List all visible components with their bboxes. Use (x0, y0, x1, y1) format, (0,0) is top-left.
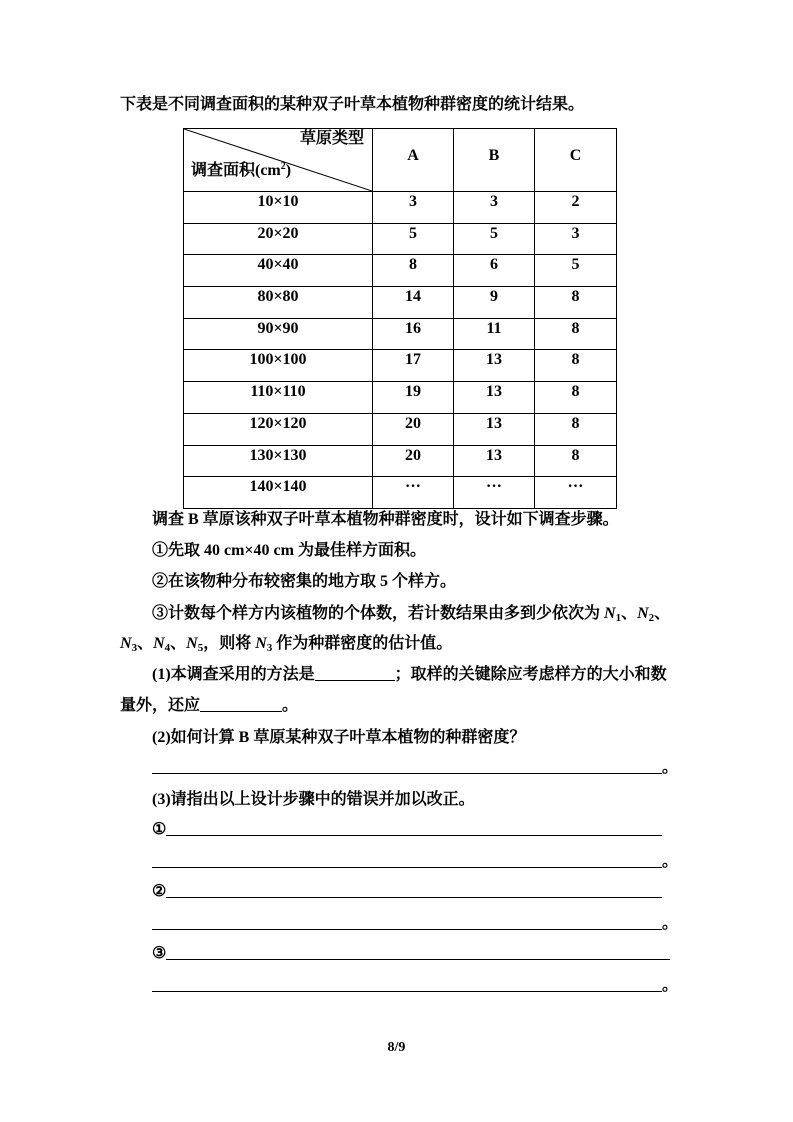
answer-blank (152, 853, 662, 868)
answer-end-mark: 。 (662, 759, 679, 776)
step-3-line-1 (152, 604, 670, 624)
grassland-b-cell: ··· (454, 477, 535, 509)
column-header-a: A (373, 129, 454, 192)
question-3: (3)请指出以上设计步骤中的错误并加以改正。 (152, 791, 475, 808)
question-3-answer-3-cont (152, 976, 678, 996)
answer-blank-sampling (200, 697, 282, 712)
table-row (184, 192, 617, 224)
grassland-b-cell: 13 (454, 445, 535, 477)
column-header-b: B (454, 129, 535, 192)
grassland-b-cell: 5 (454, 223, 535, 255)
grassland-c-cell: 8 (535, 445, 617, 477)
grassland-a-cell: 5 (373, 223, 454, 255)
grassland-a-cell: 17 (373, 350, 454, 382)
survey-area-text: 调查面积(cm (191, 162, 281, 179)
step-1: ①先取 40 cm×40 cm 为最佳样方面积。 (152, 542, 426, 559)
table-row (184, 287, 617, 319)
variable-n: N (153, 635, 165, 652)
survey-area-cell: 100×100 (184, 350, 373, 382)
question-1-text: 量外，还应 (120, 697, 201, 714)
grassland-c-cell: 8 (535, 382, 617, 414)
grassland-b-cell: 9 (454, 287, 535, 319)
grassland-b-cell: 11 (454, 318, 535, 350)
subscript-4: 4 (164, 642, 171, 654)
grassland-c-cell: 8 (535, 287, 617, 319)
grassland-type-label: 草原类型 (299, 130, 364, 147)
table-row (184, 413, 617, 445)
grassland-a-cell: 16 (373, 318, 454, 350)
survey-area-cell: 130×130 (184, 445, 373, 477)
grassland-c-cell: 8 (535, 350, 617, 382)
survey-area-cell: 80×80 (184, 287, 373, 319)
table-header-row (184, 129, 617, 192)
survey-area-cell: 10×10 (184, 192, 373, 224)
survey-area-cell: 120×120 (184, 413, 373, 445)
table-row (184, 318, 617, 350)
grassland-b-cell: 13 (454, 350, 535, 382)
survey-area-label (191, 161, 291, 181)
grassland-b-cell: 13 (454, 382, 535, 414)
step-2: ②在该物种分布较密集的地方取 5 个样方。 (152, 573, 457, 590)
subscript-1: 1 (615, 612, 622, 624)
grassland-a-cell: 20 (373, 445, 454, 477)
question-1-line-2 (120, 696, 298, 716)
question-2: (2)如何计算 B 草原某种双子叶草本植物的种群密度？ (152, 729, 526, 746)
grassland-b-cell: 13 (454, 413, 535, 445)
answer-marker-3: ③ (152, 945, 167, 962)
step-3-text: 作为种群密度的估计值。 (272, 635, 453, 652)
answer-blank (152, 759, 662, 774)
variable-n: N (255, 635, 267, 652)
survey-area-cell: 20×20 (184, 223, 373, 255)
question-3-answer-1-cont (152, 852, 678, 872)
subscript-3: 3 (131, 642, 138, 654)
grassland-c-cell: 2 (535, 192, 617, 224)
step-3-text: ，则将 (203, 635, 256, 652)
survey-area-cell: 110×110 (184, 382, 373, 414)
variable-n: N (186, 635, 198, 652)
population-density-table (183, 128, 617, 509)
table-row (184, 255, 617, 287)
survey-area-cell: 140×140 (184, 477, 373, 509)
survey-area-cell: 90×90 (184, 318, 373, 350)
question-1-line-1 (152, 665, 667, 685)
step-3-line-2 (120, 634, 452, 654)
answer-blank-method (315, 666, 395, 681)
question-2-answer-line (152, 758, 678, 778)
grassland-a-cell: 19 (373, 382, 454, 414)
grassland-c-cell: 5 (535, 255, 617, 287)
variable-n: N (637, 605, 649, 622)
answer-end-mark: 。 (282, 697, 299, 714)
table-corner-cell (184, 129, 373, 192)
answer-blank (166, 883, 662, 898)
question-1-text: (1)本调查采用的方法是 (152, 666, 315, 683)
grassland-c-cell: ··· (535, 477, 617, 509)
question-3-answer-1 (152, 820, 662, 840)
grassland-c-cell: 8 (535, 413, 617, 445)
variable-n: N (120, 635, 132, 652)
separator: 、 (137, 635, 154, 652)
table-intro: 下表是不同调查面积的某种双子叶草本植物种群密度的统计结果。 (120, 96, 585, 113)
answer-end-mark: 。 (662, 853, 679, 870)
subscript-3: 3 (266, 642, 273, 654)
grassland-b-cell: 3 (454, 192, 535, 224)
page-number: 8/9 (387, 1040, 406, 1055)
answer-end-mark: 。 (662, 977, 679, 994)
grassland-a-cell: 8 (373, 255, 454, 287)
answer-blank (152, 977, 662, 992)
survey-area-exponent: 2 (280, 161, 286, 172)
grassland-a-cell: 3 (373, 192, 454, 224)
grassland-c-cell: 3 (535, 223, 617, 255)
separator: 、 (654, 605, 671, 622)
answer-end-mark: 。 (662, 915, 679, 932)
grassland-a-cell: ··· (373, 477, 454, 509)
table-row (184, 223, 617, 255)
grassland-a-cell: 14 (373, 287, 454, 319)
question-3-answer-2-cont (152, 914, 678, 934)
step-3-text: ③计数每个样方内该植物的个体数，若计数结果由多到少依次为 (152, 605, 605, 622)
question-1-text: ；取样的关键除应考虑样方的大小和数 (394, 666, 667, 683)
answer-blank (166, 945, 670, 960)
separator: 、 (621, 605, 638, 622)
subscript-2: 2 (648, 612, 655, 624)
table-row (184, 382, 617, 414)
table-row (184, 477, 617, 509)
answer-marker-2: ② (152, 883, 167, 900)
table-row (184, 445, 617, 477)
survey-area-close: ) (285, 162, 292, 179)
variable-n: N (604, 605, 616, 622)
question-3-answer-2 (152, 882, 662, 902)
separator: 、 (170, 635, 187, 652)
subscript-5: 5 (197, 642, 204, 654)
survey-area-cell: 40×40 (184, 255, 373, 287)
column-header-c: C (535, 129, 617, 192)
answer-blank (152, 915, 662, 930)
grassland-a-cell: 20 (373, 413, 454, 445)
answer-marker-1: ① (152, 821, 167, 838)
question-3-answer-3 (152, 944, 670, 964)
table-row (184, 350, 617, 382)
steps-lead: 调查 B 草原该种双子叶草本植物种群密度时，设计如下调查步骤。 (152, 511, 619, 528)
grassland-c-cell: 8 (535, 318, 617, 350)
grassland-b-cell: 6 (454, 255, 535, 287)
answer-blank (166, 821, 662, 836)
